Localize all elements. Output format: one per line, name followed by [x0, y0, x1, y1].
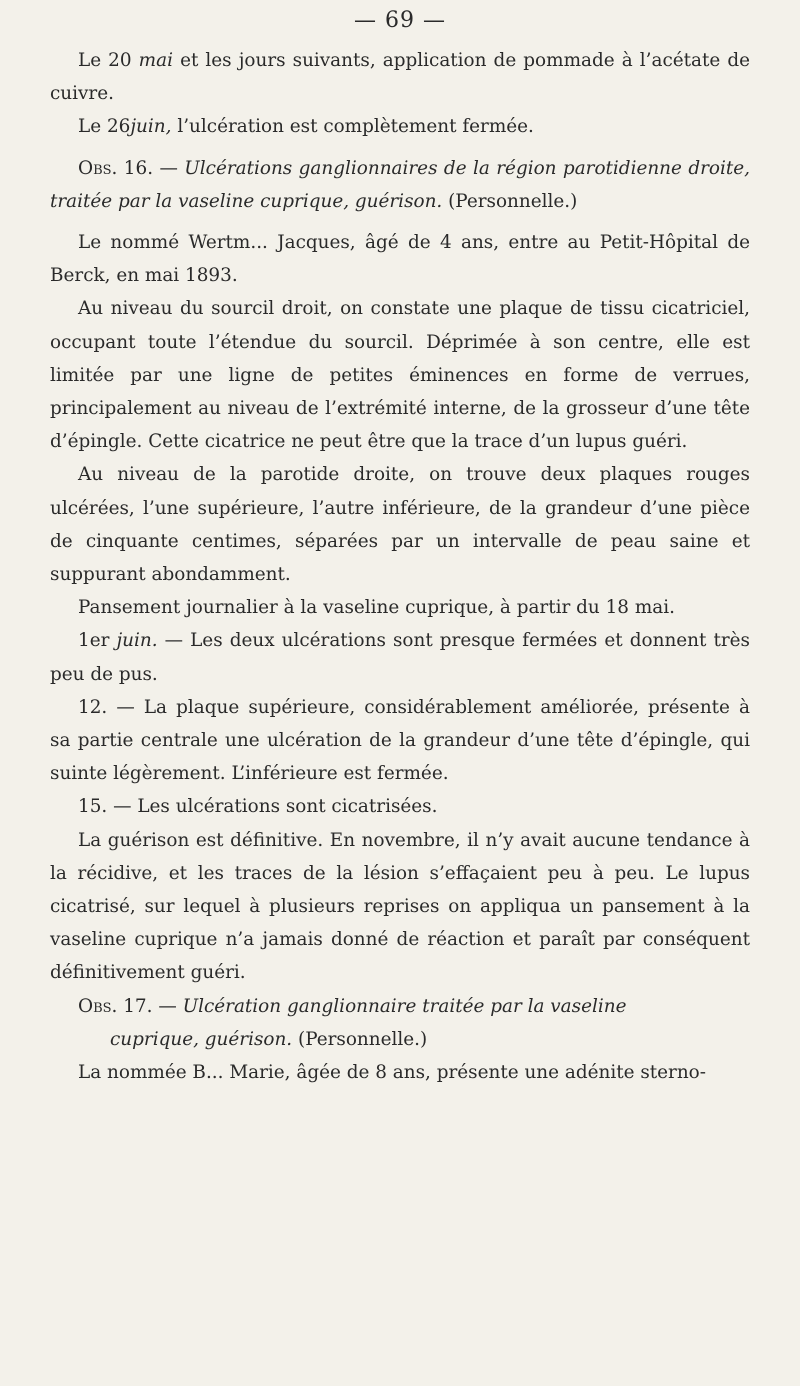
date: Le 20: [78, 50, 132, 71]
paragraph-11: La nommée B... Marie, âgée de 8 ans, présente une adénite sterno-: [78, 1062, 706, 1084]
paragraph-3: Le nommé Wertm... Jacques, âgé de 4 ans, entre au Petit-Hôpital de Berck, en mai 1893.: [50, 232, 750, 287]
observation-label: Obs. 16.: [78, 157, 154, 179]
paragraph-text: et les jours suivants, application de pommade à l’acétate de cuivre.: [50, 50, 750, 105]
page-body: [50, 44, 750, 1089]
paragraph-10: La guérison est définitive. En novembre, il n’y avait aucune tendance à la récidive, et les traces de la lésion s’effaçaient peu à peu. Le lupus cicatrisé, sur lequel à plusieurs reprises on appliqua un pansement à la vaseline cuprique n’a jamais donné de réaction et paraît par conséquent définitivement guéri.: [50, 829, 750, 984]
paragraph-6: Pansement journalier à la vaseline cuprique, à partir du 18 mai.: [78, 597, 675, 619]
paragraph-7: [50, 624, 750, 690]
paragraph-text: — Les deux ulcérations sont presque fermées et donnent très peu de pus.: [50, 630, 750, 685]
date-month: juin,: [130, 116, 172, 138]
observation-title-line1: Ulcération ganglionnaire traitée par la vaseline: [182, 995, 627, 1017]
observation-dash: —: [159, 157, 178, 179]
page-number: — 69 —: [354, 8, 446, 33]
paragraph-2: [50, 110, 750, 143]
observation-title-line2: cuprique, guérison.: [110, 1028, 293, 1050]
date: 1er: [78, 630, 110, 652]
date: Le 26: [78, 116, 131, 138]
observation-source: (Personnelle.): [448, 190, 578, 212]
paragraph-4: Au niveau du sourcil droit, on constate une plaque de tissu cicatriciel, occupant toute l’étendue du sourcil. Déprimée à son centre, elle est limitée par une ligne de petites éminences en forme de verrues, principalement au niveau de l’extrémité interne, de la grosseur d’une tête d’épingle. Cette cicatrice ne peut être que la trace d’un lupus guéri.: [50, 298, 750, 453]
paragraph-8: 12. — La plaque supérieure, considérablement améliorée, présente à sa partie centrale une ulcération de la grandeur d’une tête d’épingle, qui suinte légèrement. L’inférieure est fermée.: [50, 696, 750, 785]
observation-label: Obs. 17.: [78, 995, 153, 1017]
observation-title: Ulcérations ganglionnaires de la région parotidienne droite, traitée par la vaseline cuprique, guérison.: [50, 157, 750, 212]
observation-dash: —: [158, 995, 177, 1017]
paragraph-1: [50, 44, 750, 110]
observation-17-heading: [50, 990, 750, 1056]
observation-16-heading: [50, 152, 750, 218]
date-month: juin.: [116, 630, 158, 652]
paragraph-9: 15. — Les ulcérations sont cicatrisées.: [78, 796, 438, 818]
observation-source: (Personnelle.): [298, 1028, 428, 1050]
paragraph-5: Au niveau de la parotide droite, on trouve deux plaques rouges ulcérées, l’une supérieure, l’autre inférieure, de la grandeur d’une pièce de cinquante centimes, séparées par un intervalle de peau saine et suppurant abondamment.: [50, 464, 750, 586]
date-month: mai: [138, 50, 173, 71]
paragraph-text: l’ulcération est complètement fermée.: [177, 116, 534, 138]
